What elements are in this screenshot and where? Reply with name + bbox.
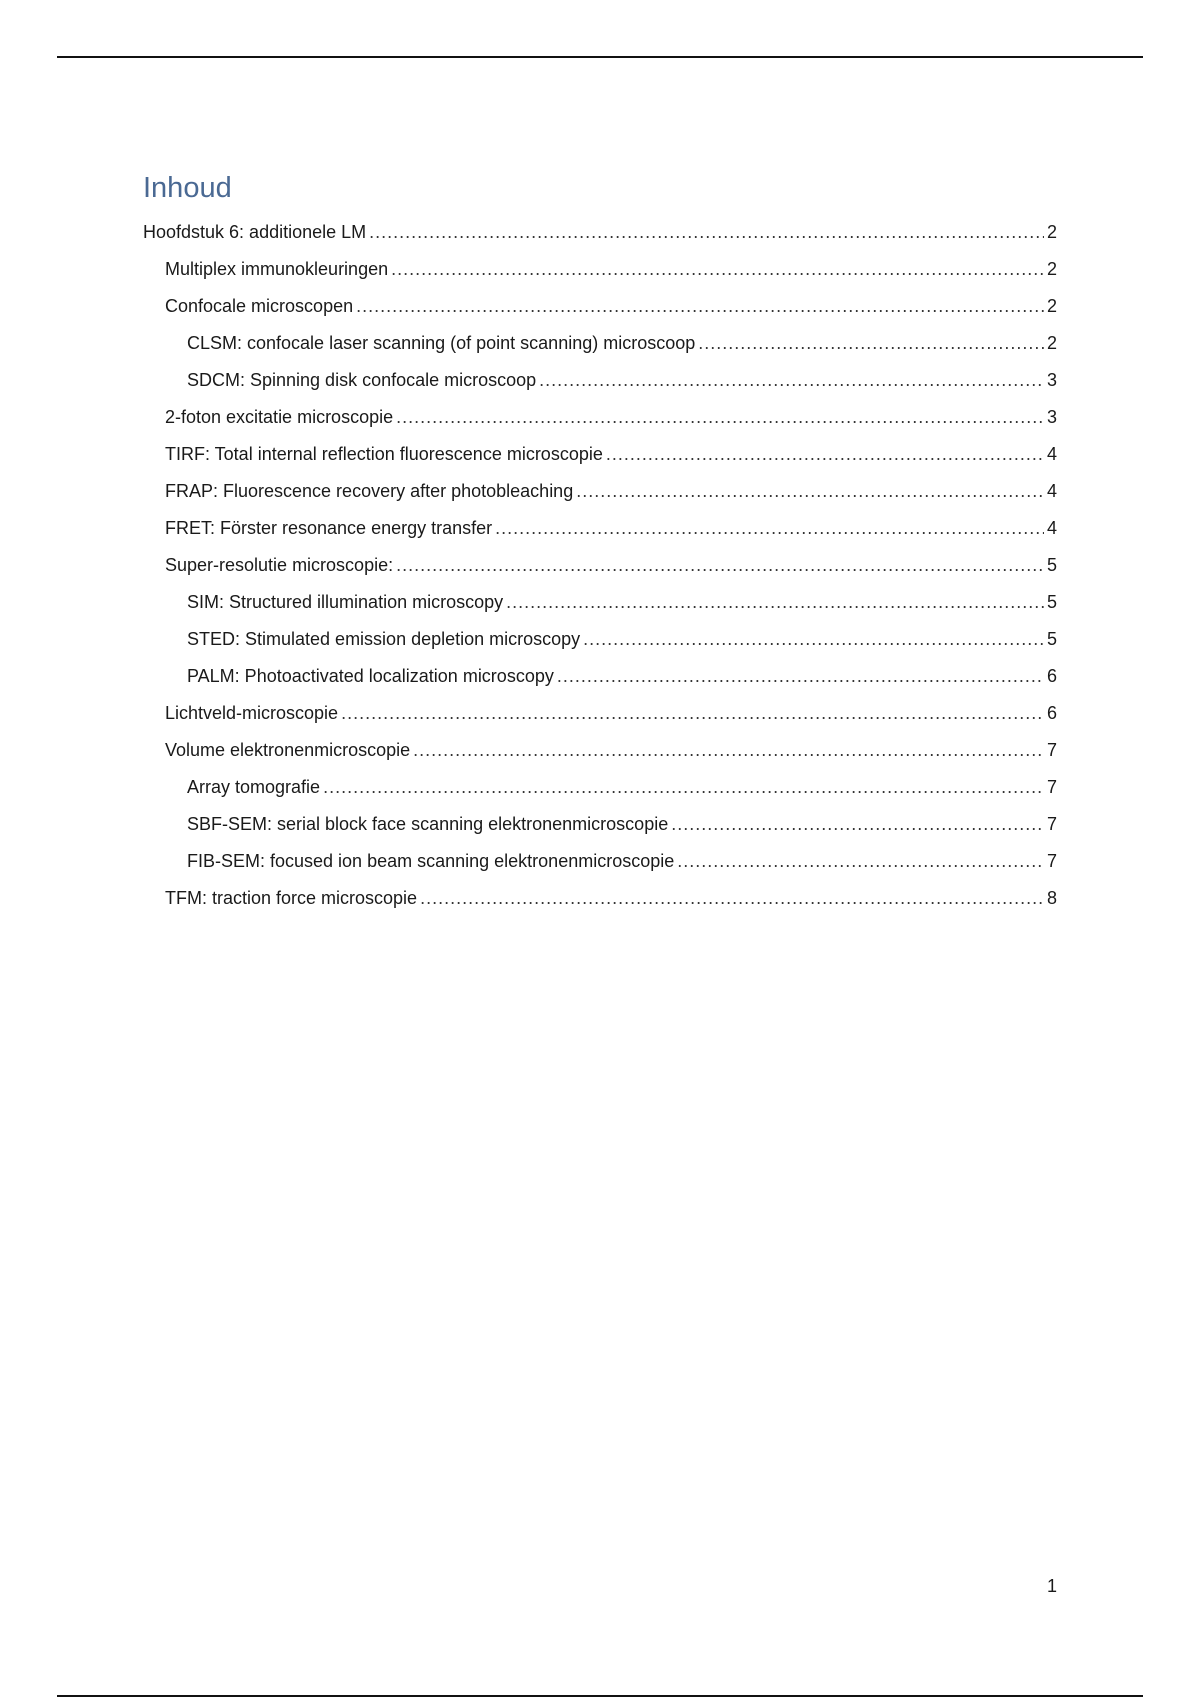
- toc-entry-text: Confocale microscopen: [165, 296, 354, 316]
- toc-entry-page: 5: [1046, 629, 1057, 649]
- toc-entry[interactable]: [143, 362, 1057, 399]
- toc-entry-page: 7: [1046, 740, 1057, 760]
- toc-entry-text: Volume elektronenmicroscopie: [165, 740, 411, 760]
- toc-dot-leader: [341, 695, 1044, 732]
- toc-entry[interactable]: [143, 843, 1057, 880]
- toc-entry[interactable]: [143, 251, 1057, 288]
- toc-entry[interactable]: [143, 399, 1057, 436]
- toc-dot-leader: [420, 880, 1044, 917]
- toc-dot-leader: [671, 806, 1044, 843]
- toc-title: Inhoud: [143, 172, 232, 204]
- toc-entry[interactable]: [143, 325, 1057, 362]
- toc-entry[interactable]: [143, 436, 1057, 473]
- toc-entry-text: TFM: traction force microscopie: [165, 888, 418, 908]
- toc-entry-text: PALM: Photoactivated localization microscopy: [187, 666, 554, 686]
- toc-dot-leader: [413, 732, 1044, 769]
- toc-entry[interactable]: [143, 880, 1057, 917]
- toc-dot-leader: [323, 769, 1044, 806]
- toc-entry[interactable]: [143, 547, 1057, 584]
- toc-entry-page: 2: [1046, 259, 1057, 279]
- toc-dot-leader: [396, 547, 1044, 584]
- toc-entry-page: 5: [1046, 555, 1057, 575]
- toc-entry[interactable]: [143, 695, 1057, 732]
- toc-entry-page: 5: [1046, 592, 1057, 612]
- toc-dot-leader: [356, 288, 1044, 325]
- toc-entry[interactable]: [143, 769, 1057, 806]
- toc-dot-leader: [506, 584, 1044, 621]
- toc-entry-text: TIRF: Total internal reflection fluorescence microscopie: [165, 444, 603, 464]
- toc-list: [143, 214, 1057, 917]
- toc-entry-page: 7: [1046, 814, 1057, 834]
- toc-entry-page: 3: [1046, 370, 1057, 390]
- toc-entry[interactable]: [143, 658, 1057, 695]
- toc-entry-text: SIM: Structured illumination microscopy: [187, 592, 504, 612]
- toc-entry-text: FRET: Förster resonance energy transfer: [165, 518, 493, 538]
- toc-entry-page: 7: [1046, 777, 1057, 797]
- toc-dot-leader: [557, 658, 1044, 695]
- toc-entry[interactable]: [143, 510, 1057, 547]
- toc-entry-text: SDCM: Spinning disk confocale microscoop: [187, 370, 537, 390]
- toc-entry-text: SBF-SEM: serial block face scanning elektronenmicroscopie: [187, 814, 669, 834]
- toc-entry-text: Array tomografie: [187, 777, 321, 797]
- toc-entry-text: Lichtveld-microscopie: [165, 703, 339, 723]
- toc-entry[interactable]: [143, 806, 1057, 843]
- toc-entry-text: CLSM: confocale laser scanning (of point scanning) microscoop: [187, 333, 696, 353]
- toc-entry-page: 2: [1046, 296, 1057, 316]
- toc-entry-text: FIB-SEM: focused ion beam scanning elektronenmicroscopie: [187, 851, 675, 871]
- toc-entry-page: 7: [1046, 851, 1057, 871]
- footer-rule: [57, 1695, 1143, 1697]
- toc-entry-page: 8: [1046, 888, 1057, 908]
- toc-entry[interactable]: [143, 621, 1057, 658]
- toc-entry-page: 4: [1046, 481, 1057, 501]
- toc-entry[interactable]: [143, 214, 1057, 251]
- toc-dot-leader: [583, 621, 1044, 658]
- header-rule: [57, 56, 1143, 58]
- toc-entry-page: 2: [1046, 222, 1057, 242]
- toc-entry[interactable]: [143, 584, 1057, 621]
- toc-dot-leader: [391, 251, 1044, 288]
- toc-entry-page: 4: [1046, 444, 1057, 464]
- toc-entry-text: Hoofdstuk 6: additionele LM: [143, 222, 367, 242]
- toc-dot-leader: [606, 436, 1044, 473]
- page-number: 1: [1046, 1576, 1057, 1596]
- toc-dot-leader: [396, 399, 1044, 436]
- toc-entry[interactable]: [143, 473, 1057, 510]
- toc-entry-page: 4: [1046, 518, 1057, 538]
- toc-entry-text: Multiplex immunokleuringen: [165, 259, 389, 279]
- toc-entry-text: Super-resolutie microscopie:: [165, 555, 394, 575]
- toc-entry[interactable]: [143, 732, 1057, 769]
- toc-dot-leader: [539, 362, 1044, 399]
- toc-dot-leader: [369, 214, 1044, 251]
- toc-entry-text: STED: Stimulated emission depletion microscopy: [187, 629, 581, 649]
- toc-entry-page: 2: [1046, 333, 1057, 353]
- toc-entry-page: 6: [1046, 703, 1057, 723]
- toc-dot-leader: [495, 510, 1044, 547]
- toc-dot-leader: [677, 843, 1044, 880]
- toc-entry-page: 6: [1046, 666, 1057, 686]
- toc-entry[interactable]: [143, 288, 1057, 325]
- toc-entry-text: FRAP: Fluorescence recovery after photobleaching: [165, 481, 574, 501]
- toc-dot-leader: [698, 325, 1044, 362]
- toc-dot-leader: [576, 473, 1044, 510]
- toc-entry-page: 3: [1046, 407, 1057, 427]
- table-of-contents: [143, 166, 1057, 917]
- toc-entry-text: 2-foton excitatie microscopie: [165, 407, 394, 427]
